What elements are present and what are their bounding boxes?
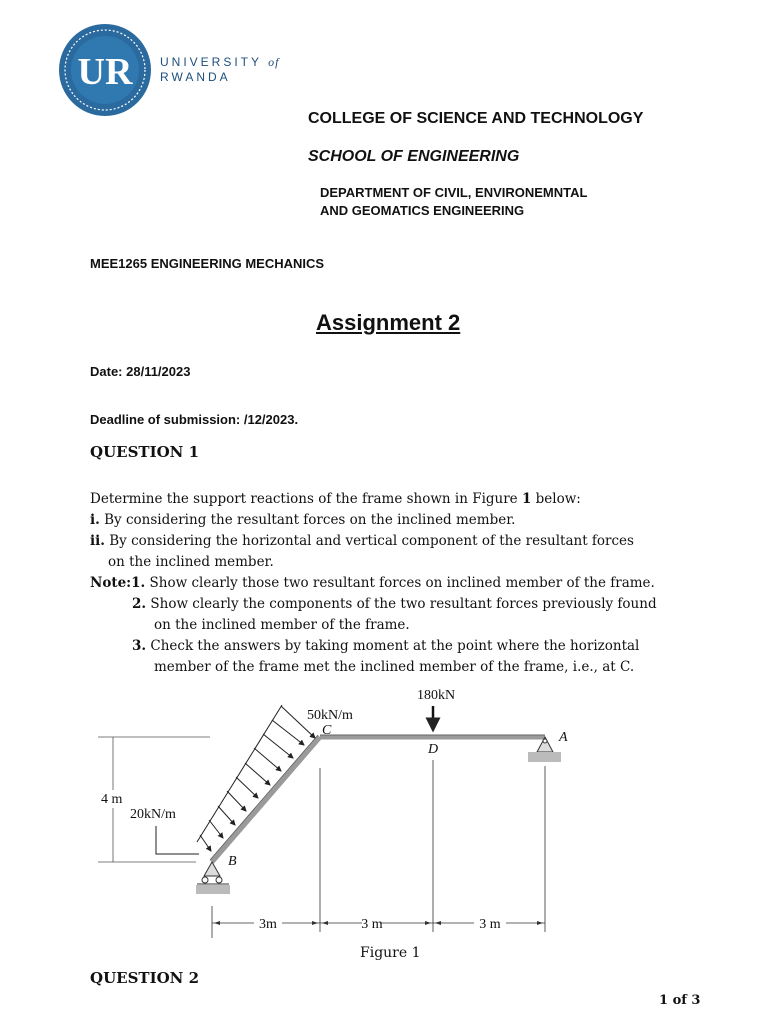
assignment-date: Date: 28/11/2023 <box>90 364 191 379</box>
span-2-label: 3 m <box>361 917 383 932</box>
question1-part-i <box>90 510 515 530</box>
part-i-marker: i. <box>90 512 100 528</box>
logo-of: of <box>268 55 280 69</box>
figure-caption: Figure 1 <box>360 945 421 961</box>
distributed-load-arrows <box>200 706 315 851</box>
note2-number: 2. <box>132 596 147 612</box>
span-1-label: 3m <box>259 917 277 932</box>
intro-text-end: below: <box>531 491 581 507</box>
height-label: 4 m <box>101 792 123 807</box>
part-i-text: By considering the resultant forces on the inclined member. <box>99 512 516 528</box>
note2-text: Show clearly the components of the two resultant forces previously found <box>146 596 657 612</box>
question1-note2-cont: on the inclined member of the frame. <box>154 617 410 633</box>
label-b: B <box>228 854 237 869</box>
question1-note3-cont: member of the frame met the inclined member of the frame, i.e., at C. <box>154 659 635 675</box>
load-leader-line <box>156 826 199 854</box>
distributed-load-top-label: 50kN/m <box>307 708 353 723</box>
note3-number: 3. <box>132 638 147 654</box>
projection-lines <box>212 760 545 938</box>
frame-figure <box>0 680 768 970</box>
question1-note3 <box>132 636 639 656</box>
part-ii-marker: ii. <box>90 533 105 549</box>
note3-text: Check the answers by taking moment at the point where the horizontal <box>146 638 640 654</box>
inclined-member <box>212 737 320 862</box>
department-line1: DEPARTMENT OF CIVIL, ENVIRONEMNTAL <box>320 185 588 200</box>
logo-text <box>160 55 279 85</box>
support-a <box>528 737 561 762</box>
distributed-load-bottom-label: 20kN/m <box>130 807 176 822</box>
submission-deadline: Deadline of submission: /12/2023. <box>90 412 299 427</box>
question1-part-ii-cont: on the inclined member. <box>108 554 274 570</box>
department-line2: AND GEOMATICS ENGINEERING <box>320 203 525 218</box>
label-d: D <box>428 742 439 757</box>
question2-heading: QUESTION 2 <box>90 969 200 987</box>
logo-monogram: UR <box>77 51 133 93</box>
course-title: MEE1265 ENGINEERING MECHANICS <box>90 256 325 271</box>
part-ii-text: By considering the horizontal and vertical component of the resultant forces <box>104 533 634 549</box>
label-a: A <box>559 730 568 745</box>
question1-note2 <box>132 594 657 614</box>
note1-text: Show clearly those two resultant forces on inclined member of the frame. <box>145 575 655 591</box>
logo-line2: RWANDA <box>160 70 231 84</box>
assignment-title: Assignment 2 <box>316 310 461 335</box>
question1-part-ii <box>90 531 634 551</box>
question1-intro <box>90 489 581 509</box>
point-load-label: 180kN <box>416 688 456 703</box>
question1-heading: QUESTION 1 <box>90 443 200 461</box>
university-logo <box>57 22 153 118</box>
support-b <box>196 862 230 894</box>
school-heading: SCHOOL OF ENGINEERING <box>308 148 520 165</box>
page-number: 1 of 3 <box>659 993 701 1008</box>
label-c: C <box>322 723 332 738</box>
logo-line1: UNIVERSITY <box>160 55 262 69</box>
college-heading: COLLEGE OF SCIENCE AND TECHNOLOGY <box>308 110 644 127</box>
intro-text: Determine the support reactions of the frame shown in Figure <box>90 491 522 507</box>
span-3-label: 3 m <box>479 917 501 932</box>
question1-note1 <box>90 573 655 593</box>
intro-figure-number: 1 <box>521 491 532 507</box>
note-label: Note:1. <box>90 575 146 591</box>
